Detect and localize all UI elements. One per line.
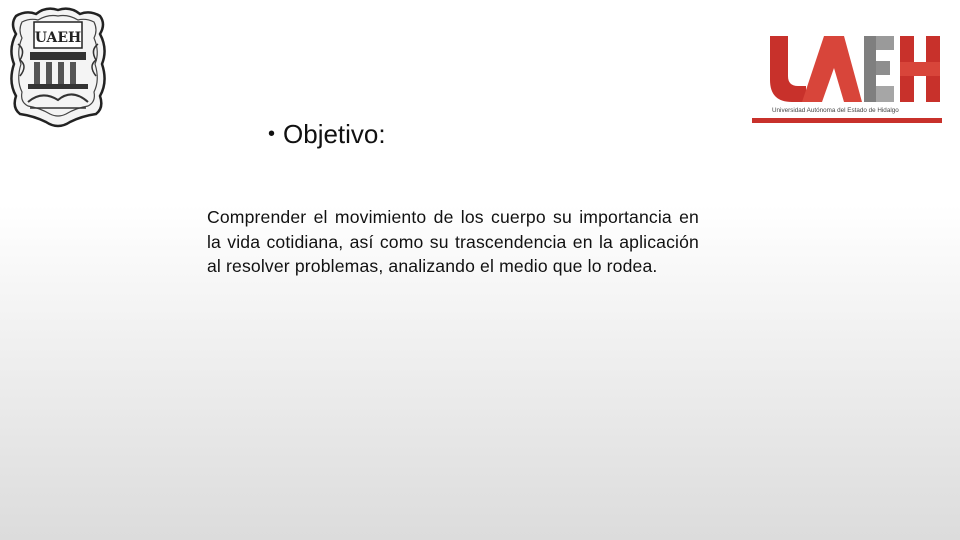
uaeh-brand-logo [752,28,942,124]
objective-heading-text: Objetivo: [283,119,386,149]
seal-lettering: UAEH [34,30,82,46]
institution-seal-logo [6,4,110,130]
objective-heading [268,119,386,150]
uaeh-logo-subtitle: Universidad Autónoma del Estado de Hidalgo [772,107,899,114]
bullet-marker: • [268,123,276,145]
objective-paragraph: Comprender el movimiento de los cuerpo su importancia en la vida cotidiana, así como su trascendencia en la aplicación al resolver problemas, analizando el medio que lo rodea. [207,207,699,276]
